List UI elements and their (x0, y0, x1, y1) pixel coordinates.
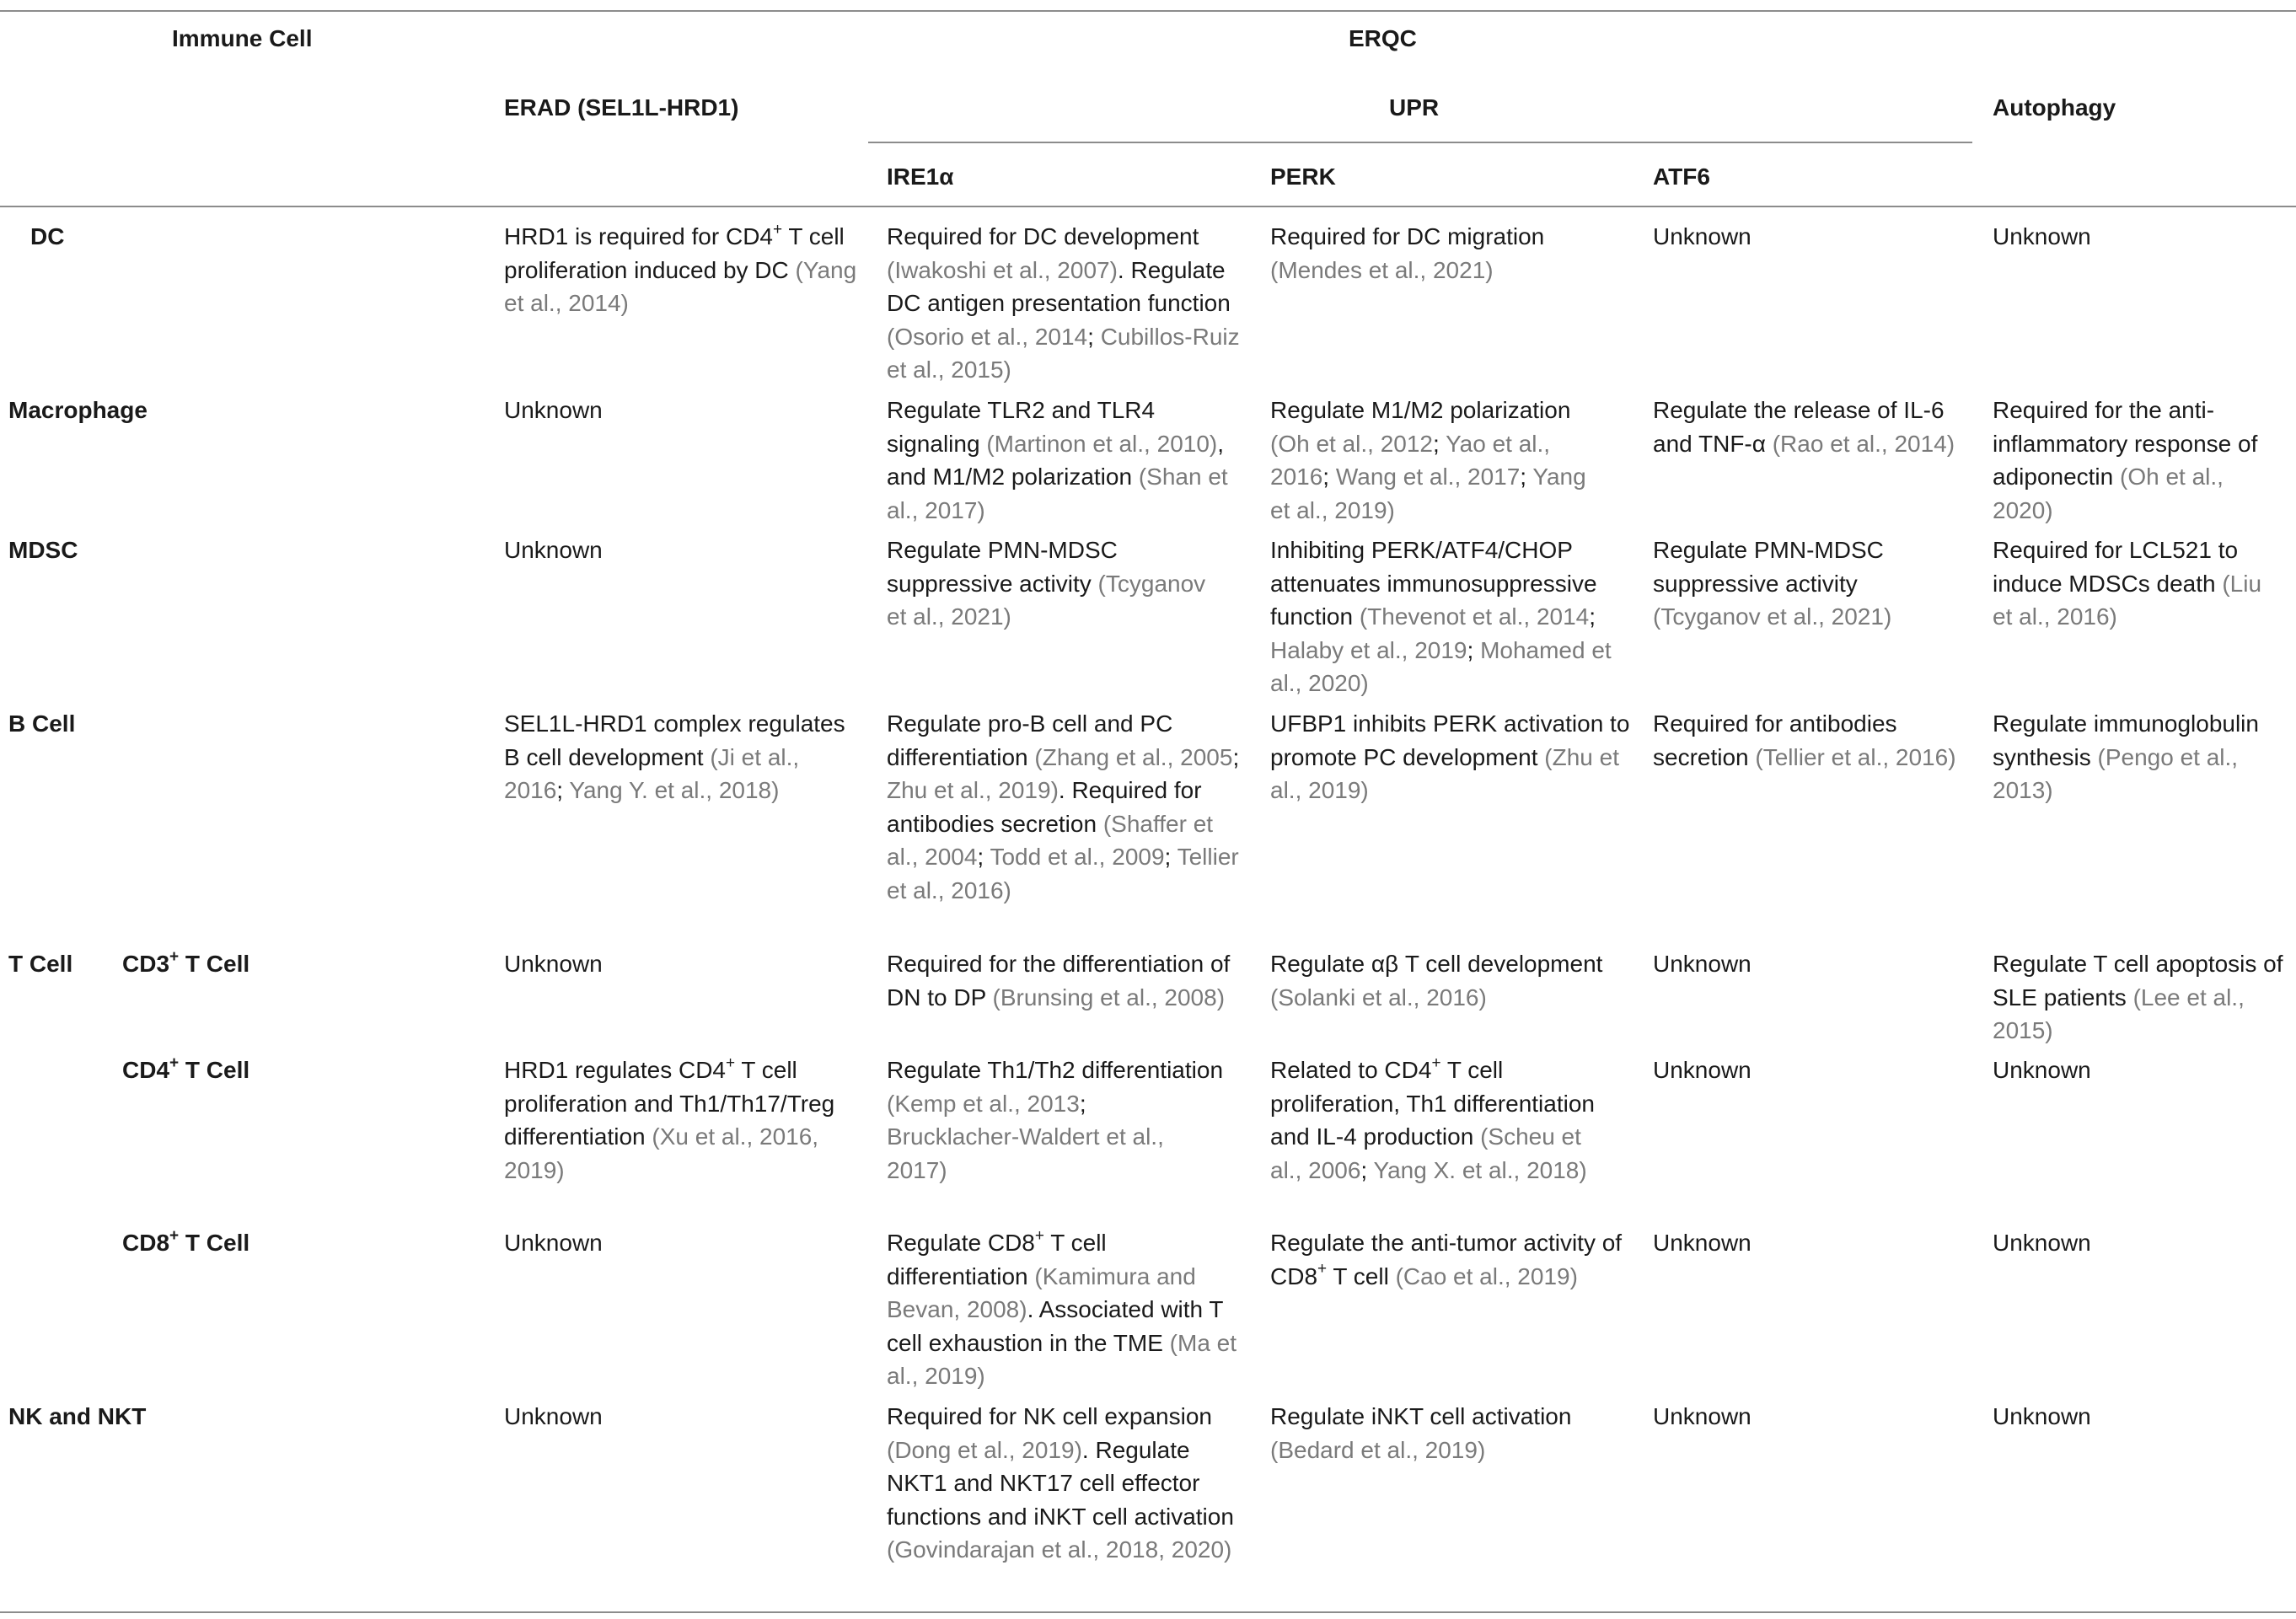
cell-dc-perk: Required for DC migration (Mendes et al., 2021) (1270, 223, 1545, 283)
citation-ref[interactable]: (Tcyganov et al., 2021) (1653, 603, 1892, 630)
cell-cd3-erad: Unknown (504, 951, 603, 977)
cell-cd4-erad: HRD1 regulates CD4+ T cell proliferation and Th1/Th17/Treg differentiation (Xu et al., 2016, 2019) (504, 1053, 835, 1183)
cell-nk-autophagy: Unknown (1993, 1403, 2091, 1429)
cell-nk-perk: Regulate iNKT cell activation (Bedard et al., 2019) (1270, 1403, 1572, 1463)
header-immune-cell: Immune Cell (172, 25, 313, 51)
superscript: + (1317, 1260, 1328, 1279)
header-upr: UPR (1389, 94, 1440, 121)
citation-ref[interactable]: (Brunsing et al., 2008) (992, 984, 1226, 1011)
citation-ref[interactable]: (Mendes et al., 2021) (1270, 256, 1494, 283)
upr-span-rule (868, 142, 1972, 143)
table-bottom-rule (0, 1611, 2296, 1613)
citation-ref[interactable]: Mohamed et al., 2020) (1270, 636, 1612, 696)
row-label-bcell: B Cell (8, 710, 76, 737)
cell-bcell-atf6: Required for antibodies secretion (Tellier et al., 2016) (1653, 710, 1956, 770)
cell-cd3-perk: Regulate αβ T cell development (Solanki et al., 2016) (1270, 951, 1603, 1011)
citation-ref[interactable]: Zhu et al., 2019) (887, 777, 1059, 803)
cell-dc-ire1a: Required for DC development (Iwakoshi et al., 2007). Regulate DC antigen presentation function (Osorio et al., 2014; Cubillos-Ruiz et al., 2015) (887, 223, 1240, 383)
row-label-dc: DC (30, 223, 65, 249)
citation-ref[interactable]: (Govindarajan et al., 2018, 2020) (887, 1536, 1232, 1563)
citation-ref[interactable]: Yang et al., 2019) (1270, 464, 1586, 523)
header-erad: ERAD (SEL1L-HRD1) (504, 94, 739, 121)
header-bottom-rule (0, 206, 2296, 207)
header-perk: PERK (1270, 164, 1336, 190)
citation-ref[interactable]: (Lee et al., 2015) (1993, 984, 2245, 1043)
citation-ref[interactable]: (Martinon et al., 2010) (986, 430, 1218, 457)
citation-ref[interactable]: (Zhang et al., 2005 (1034, 743, 1233, 770)
citation-ref[interactable]: (Xu et al., 2016, 2019) (504, 1123, 819, 1183)
citation-ref[interactable]: Yao et al., 2016 (1270, 430, 1551, 490)
cell-macrophage-erad: Unknown (504, 397, 603, 423)
cell-bcell-perk: UFBP1 inhibits PERK activation to promote PC development (Zhu et al., 2019) (1270, 710, 1630, 803)
cell-cd4-atf6: Unknown (1653, 1057, 1752, 1083)
citation-ref[interactable]: Yang Y. et al., 2018) (569, 777, 780, 803)
header-atf6: ATF6 (1653, 164, 1710, 190)
row-label-mdsc: MDSC (8, 537, 78, 563)
superscript: + (726, 1053, 736, 1072)
citation-ref[interactable]: (Osorio et al., 2014 (887, 323, 1088, 350)
citation-ref[interactable]: Halaby et al., 2019 (1270, 636, 1467, 663)
citation-ref[interactable]: (Tcyganov et al., 2021) (887, 570, 1206, 630)
citation-ref[interactable]: Tellier et al., 2016) (887, 844, 1239, 903)
citation-ref[interactable]: (Bedard et al., 2019) (1270, 1436, 1486, 1463)
row-label-nk-nkt: NK and NKT (8, 1403, 147, 1429)
row-label-cd4: CD4+ T Cell (122, 1053, 250, 1083)
cell-cd8-ire1a: Regulate CD8+ T cell differentiation (Kamimura and Bevan, 2008). Associated with T cell exhaustion in the TME (Ma et al., 2019) (887, 1226, 1237, 1389)
cell-dc-atf6: Unknown (1653, 223, 1752, 249)
citation-ref[interactable]: (Solanki et al., 2016) (1270, 984, 1487, 1011)
cell-bcell-ire1a: Regulate pro-B cell and PC differentiation (Zhang et al., 2005; Zhu et al., 2019). Required for antibodies secretion (Shaffer et al., 2004; Todd et al., 2009; Tellier et al., 2016) (887, 710, 1240, 903)
cell-dc-erad: HRD1 is required for CD4+ T cell proliferation induced by DC (Yang et al., 2014) (504, 220, 857, 316)
cell-macrophage-perk: Regulate M1/M2 polarization (Oh et al., 2012; Yao et al., 2016; Wang et al., 2017; Yang et al., 2019) (1270, 397, 1586, 523)
cell-cd3-ire1a: Required for the differentiation of DN to DP (Brunsing et al., 2008) (887, 951, 1231, 1011)
cell-mdsc-ire1a: Regulate PMN-MDSC suppressive activity (Tcyganov et al., 2021) (887, 537, 1206, 630)
cell-nk-erad: Unknown (504, 1403, 603, 1429)
cell-cd8-perk: Regulate the anti-tumor activity of CD8+ T cell (Cao et al., 2019) (1270, 1230, 1623, 1289)
citation-ref[interactable]: (Ji et al., 2016 (504, 743, 800, 803)
citation-ref[interactable]: (Thevenot et al., 2014 (1359, 603, 1590, 630)
cell-cd3-autophagy: Regulate T cell apoptosis of SLE patients (Lee et al., 2015) (1993, 951, 2283, 1043)
cell-dc-autophagy: Unknown (1993, 223, 2091, 249)
cell-cd8-autophagy: Unknown (1993, 1230, 2091, 1256)
citation-ref[interactable]: (Zhu et al., 2019) (1270, 743, 1619, 803)
row-label-macrophage: Macrophage (8, 397, 148, 423)
cell-bcell-autophagy: Regulate immunoglobulin synthesis (Pengo et al., 2013) (1993, 710, 2259, 803)
citation-ref[interactable]: (Cao et al., 2019) (1395, 1262, 1578, 1289)
citation-ref[interactable]: (Oh et al., 2012 (1270, 430, 1434, 457)
citation-ref[interactable]: Yang X. et al., 2018) (1373, 1156, 1587, 1183)
citation-ref[interactable]: (Pengo et al., 2013) (1993, 743, 2239, 803)
cell-macrophage-atf6: Regulate the release of IL-6 and TNF-α (Rao et al., 2014) (1653, 397, 1955, 457)
table-top-rule (0, 10, 2296, 12)
cell-cd4-autophagy: Unknown (1993, 1057, 2091, 1083)
header-erqc: ERQC (1349, 25, 1417, 51)
cell-mdsc-autophagy: Required for LCL521 to induce MDSCs death (Liu et al., 2016) (1993, 537, 2262, 630)
citation-ref[interactable]: (Tellier et al., 2016) (1755, 743, 1956, 770)
superscript: + (1431, 1053, 1441, 1072)
citation-ref[interactable]: (Ma et al., 2019) (887, 1329, 1237, 1389)
citation-ref[interactable]: Wang et al., 2017 (1335, 464, 1521, 490)
citation-ref[interactable]: Brucklacher-Waldert et al., 2017) (887, 1123, 1164, 1183)
cell-bcell-erad: SEL1L-HRD1 complex regulates B cell development (Ji et al., 2016; Yang Y. et al., 2018) (504, 710, 845, 803)
cell-nk-ire1a: Required for NK cell expansion (Dong et al., 2019). Regulate NKT1 and NKT17 cell effector functions and iNKT cell activation (Govindarajan et al., 2018, 2020) (887, 1403, 1234, 1563)
header-ire1a: IRE1α (887, 164, 954, 190)
cell-cd3-atf6: Unknown (1653, 951, 1752, 977)
row-label-cd8: CD8+ T Cell (122, 1226, 250, 1256)
cell-cd4-ire1a: Regulate Th1/Th2 differentiation (Kemp et al., 2013; Brucklacher-Waldert et al., 2017) (887, 1057, 1224, 1183)
cell-macrophage-ire1a: Regulate TLR2 and TLR4 signaling (Martinon et al., 2010), and M1/M2 polarization (Shan et al., 2017) (887, 397, 1228, 523)
citation-ref[interactable]: (Yang et al., 2014) (504, 256, 857, 316)
cell-cd8-erad: Unknown (504, 1230, 603, 1256)
citation-ref[interactable]: (Kamimura and Bevan, 2008) (887, 1262, 1196, 1322)
citation-ref[interactable]: (Kemp et al., 2013 (887, 1090, 1080, 1117)
cell-mdsc-perk: Inhibiting PERK/ATF4/CHOP attenuates immunosuppressive function (Thevenot et al., 2014; Halaby et al., 2019; Mohamed et al., 2020) (1270, 537, 1612, 696)
cell-macrophage-autophagy: Required for the anti-inflammatory response of adiponectin (Oh et al., 2020) (1993, 397, 2258, 523)
header-autophagy: Autophagy (1993, 94, 2116, 121)
row-label-cd3: CD3+ T Cell (122, 947, 250, 977)
citation-ref[interactable]: (Shaffer et al., 2004 (887, 810, 1214, 870)
citation-ref[interactable]: Todd et al., 2009 (990, 844, 1165, 870)
citation-ref[interactable]: (Oh et al., 2020) (1993, 464, 2224, 523)
citation-ref[interactable]: (Iwakoshi et al., 2007) (887, 256, 1118, 283)
citation-ref[interactable]: (Dong et al., 2019) (887, 1436, 1082, 1463)
cell-cd8-atf6: Unknown (1653, 1230, 1752, 1256)
cell-nk-atf6: Unknown (1653, 1403, 1752, 1429)
superscript: + (1034, 1226, 1044, 1245)
superscript: + (773, 220, 783, 239)
citation-ref[interactable]: (Liu et al., 2016) (1993, 570, 2262, 630)
citation-ref[interactable]: (Shan et al., 2017) (887, 464, 1228, 523)
cell-mdsc-atf6: Regulate PMN-MDSC suppressive activity (Tcyganov et al., 2021) (1653, 537, 1892, 630)
citation-ref[interactable]: (Rao et al., 2014) (1772, 430, 1955, 457)
cell-cd4-perk: Related to CD4+ T cell proliferation, Th1 differentiation and IL-4 production (Scheu et al., 2006; Yang X. et al., 2018) (1270, 1053, 1595, 1183)
citation-ref[interactable]: Cubillos-Ruiz et al., 2015) (887, 323, 1240, 383)
cell-mdsc-erad: Unknown (504, 537, 603, 563)
citation-ref[interactable]: (Scheu et al., 2006 (1270, 1123, 1581, 1183)
row-label-tcell-group: T Cell (8, 951, 73, 977)
